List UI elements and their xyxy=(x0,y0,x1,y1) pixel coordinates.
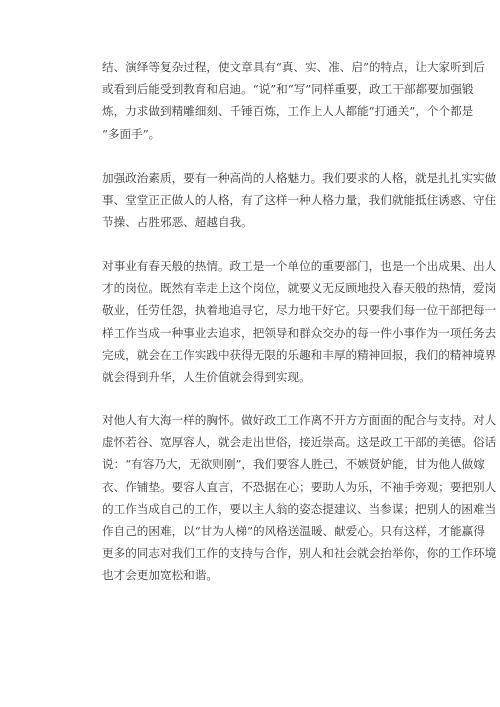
text-line: 作自己的困难，以“甘为人梯”的风格送温暖、献爱心。只有这样，才能赢得 xyxy=(102,524,485,539)
text-line: 虚怀若谷、宽厚容人，就会走出世俗，接近崇高。这是政工干部的美德。俗话 xyxy=(102,435,497,450)
text-line: 衣、作铺垫。要容人直言，不恐据在心；要助人为乐，不袖手旁观；要把别人 xyxy=(102,479,497,494)
text-line: 就会得到升华，人生价值就会得到实现。 xyxy=(102,370,311,385)
paragraph-personality xyxy=(102,167,497,234)
text-line: 加强政治素质，要有一种高尚的人格魅力。我们要求的人格，就是扎扎实实做 xyxy=(102,171,497,185)
text-line: 说：“有容乃大，无欲则刚”，我们要容人胜己，不嫉贤妒能，甘为他人做嫁 xyxy=(102,457,485,472)
text-line: 的工作当成自己的工作，要以主人翁的姿态提建议、当参谋；把别人的困难当 xyxy=(102,501,497,516)
text-line: 对他人有大海一样的胸怀。做好政工工作离不开方方面面的配合与支持。对人 xyxy=(102,413,497,427)
paragraph-speaking-writing xyxy=(102,56,485,145)
paragraph-enthusiasm xyxy=(102,255,497,388)
text-line: 样工作当成一种事业去追求，把领导和群众交办的每一件小事作为一项任务去 xyxy=(102,325,497,340)
text-line: 敬业，任劳任怨，执着地追寻它，尽力地干好它。只要我们每一位干部把每一 xyxy=(102,303,497,318)
text-line: 才的岗位。既然有幸走上这个岗位，就要义无反顾地投入春天般的热情，爱岗 xyxy=(102,281,497,296)
text-line: 结、演绎等复杂过程，使文章具有“真、实、准、启”的特点，让大家听到后 xyxy=(102,60,485,74)
text-line: 节操、占胜邪恶、超越自我。 xyxy=(102,215,253,230)
text-line: 对事业有春天般的热情。政工是一个单位的重要部门，也是一个出成果、出人 xyxy=(102,259,497,273)
text-line: 或看到后能受到教育和启迪。“说”和“写”同样重要，政工干部都要加强锻 xyxy=(102,82,474,97)
paragraph-broad-mind xyxy=(102,409,497,587)
text-line: 完成，就会在工作实践中获得无限的乐趣和丰厚的精神回报，我们的精神境界 xyxy=(102,347,497,362)
text-line: “多面手”。 xyxy=(102,126,161,141)
text-line: 也才会更加宽松和谐。 xyxy=(102,568,218,583)
text-line: 炼，力求做到精雕细刻、千锤百炼，工作上人人都能“打通关”，个个都是 xyxy=(102,104,474,119)
text-line: 事、堂堂正正做人的人格，有了这样一种人格力量，我们就能抵住诱惑、守住 xyxy=(102,193,497,208)
text-line: 更多的同志对我们工作的支持与合作，别人和社会就会抬举你，你的工作环境 xyxy=(102,546,497,561)
